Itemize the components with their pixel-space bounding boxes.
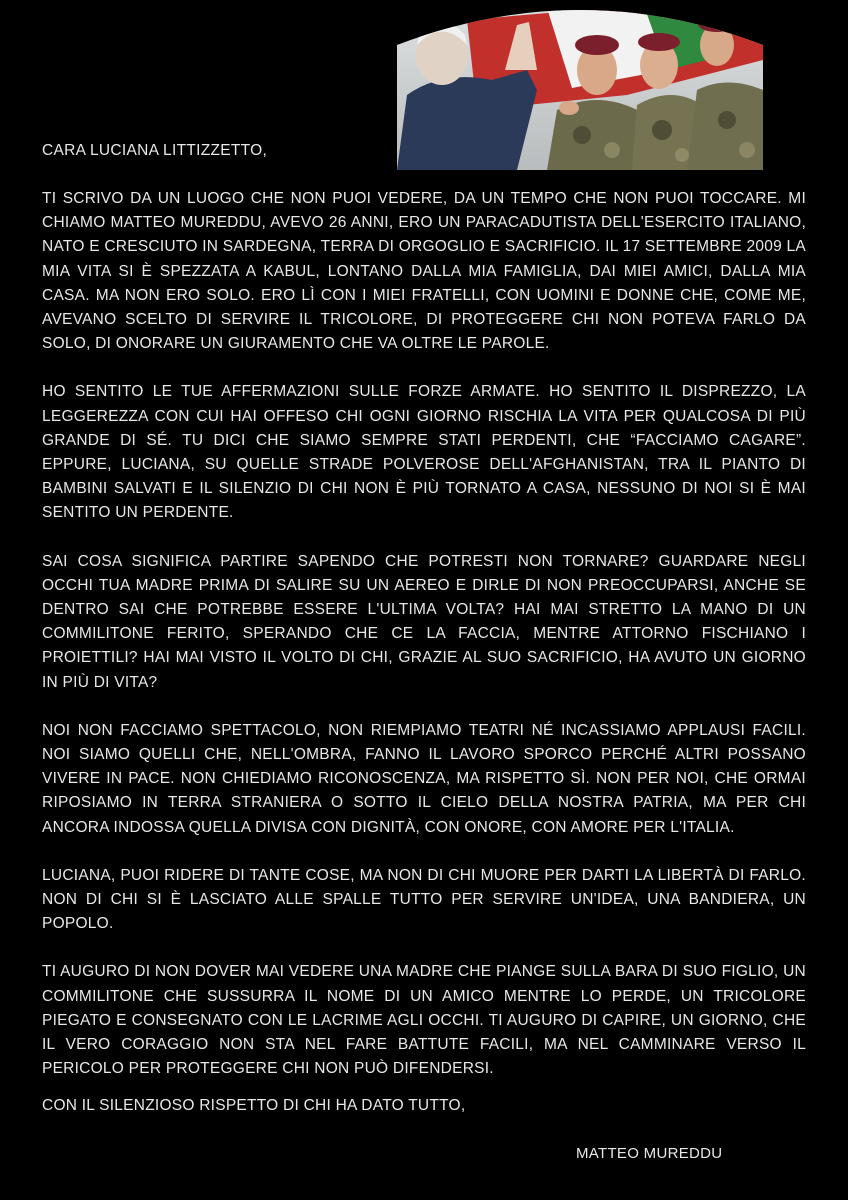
header-photo-coffin-ceremony: [397, 0, 763, 170]
letter-closing: CON IL SILENZIOSO RISPETTO DI CHI HA DATO TUTTO,: [42, 1097, 466, 1114]
letter-signature: MATTEO MUREDDU: [576, 1145, 723, 1162]
letter-paragraph-5: LUCIANA, PUOI RIDERE DI TANTE COSE, MA NON DI CHI MUORE PER DARTI LA LIBERTÀ DI FARLO. NON DI CHI SI È LASCIATO ALLE SPALLE TUTTO PER SERVIRE UN'IDEA, UNA BANDIERA, UN POPOLO.: [42, 866, 806, 933]
letter-paragraph-1: TI SCRIVO DA UN LUOGO CHE NON PUOI VEDERE, DA UN TEMPO CHE NON PUOI TOCCARE. MI CHIAMO MATTEO MUREDDU, AVEVO 26 ANNI, ERO UN PARACADUTISTA DELL'ESERCITO ITALIANO, NATO E CRESCIUTO IN SARDEGNA, TERRA DI ORGOGLIO E SACRIFICIO. IL 17 SETTEMBRE 2009 LA MIA VITA SI È SPEZZATA A KABUL, LONTANO DALLA MIA FAMIGLIA, DAI MIEI AMICI, DALLA MIA CASA. MA NON ERO SOLO. ERO LÌ CON I MIEI FRATELLI, CON UOMINI E DONNE CHE, COME ME, AVEVANO SCELTO DI SERVIRE IL TRICOLORE, DI PROTEGGERE CHI NON POTEVA FARLO DA SOLO, DI ONORARE UN GIURAMENTO CHE VA OLTRE LE PAROLE.: [42, 190, 806, 353]
letter-greeting: CARA LUCIANA LITTIZZETTO,: [42, 142, 268, 159]
letter-body: [42, 187, 806, 1106]
letter-paragraph-4: NOI NON FACCIAMO SPETTACOLO, NON RIEMPIAMO TEATRI NÉ INCASSIAMO APPLAUSI FACILI. NOI SIAMO QUELLI CHE, NELL'OMBRA, FANNO IL LAVORO SPORCO PERCHÉ ALTRI POSSANO VIVERE IN PACE. NON CHIEDIAMO RICONOSCENZA, MA RISPETTO SÌ. NON PER NOI, CHE ORMAI RIPOSIAMO IN TERRA STRANIERA O SOTTO IL CIELO DELLA NOSTRA PATRIA, MA PER CHI ANCORA INDOSSA QUELLA DIVISA CON DIGNITÀ, CON ONORE, CON AMORE PER L'ITALIA.: [42, 721, 806, 836]
letter-paragraph-2: HO SENTITO LE TUE AFFERMAZIONI SULLE FORZE ARMATE. HO SENTITO IL DISPREZZO, LA LEGGEREZZA CON CUI HAI OFFESO CHI OGNI GIORNO RISCHIA LA VITA PER QUALCOSA DI PIÙ GRANDE DI SÉ. TU DICI CHE SIAMO SEMPRE STATI PERDENTI, CHE “FACCIAMO CAGARE”. EPPURE, LUCIANA, SU QUELLE STRADE POLVEROSE DELL'AFGHANISTAN, TRA IL PIANTO DI BAMBINI SALVATI E IL SILENZIO DI CHI NON È PIÙ TORNATO A CASA, NESSUNO DI NOI SI È MAI SENTITO UN PERDENTE.: [42, 383, 806, 522]
letter-paragraph-6: TI AUGURO DI NON DOVER MAI VEDERE UNA MADRE CHE PIANGE SULLA BARA DI SUO FIGLIO, UN COMMILITONE CHE SUSSURRA IL NOME DI UN AMICO MENTRE LO PERDE, UN TRICOLORE PIEGATO E CONSEGNATO CON LE LACRIME AGLI OCCHI. TI AUGURO DI CAPIRE, UN GIORNO, CHE IL VERO CORAGGIO NON STA NEL FARE BATTUTE FACILI, MA NEL CAMMINARE VERSO IL PERICOLO PER PROTEGGERE CHI NON PUÒ DIFENDERSI.: [42, 963, 806, 1078]
letter-paragraph-3: SAI COSA SIGNIFICA PARTIRE SAPENDO CHE POTRESTI NON TORNARE? GUARDARE NEGLI OCCHI TUA MADRE PRIMA DI SALIRE SU UN AEREO E DIRLE DI NON PREOCCUPARSI, ANCHE SE DENTRO SAI CHE POTREBBE ESSERE L'ULTIMA VOLTA? HAI MAI STRETTO LA MANO DI UN COMMILITONE FERITO, SPERANDO CHE CE LA FACCIA, MENTRE ATTORNO FISCHIANO I PROIETTILI? HAI MAI VISTO IL VOLTO DI CHI, GRAZIE AL SUO SACRIFICIO, HA AVUTO UN GIORNO IN PIÙ DI VITA?: [42, 552, 806, 691]
